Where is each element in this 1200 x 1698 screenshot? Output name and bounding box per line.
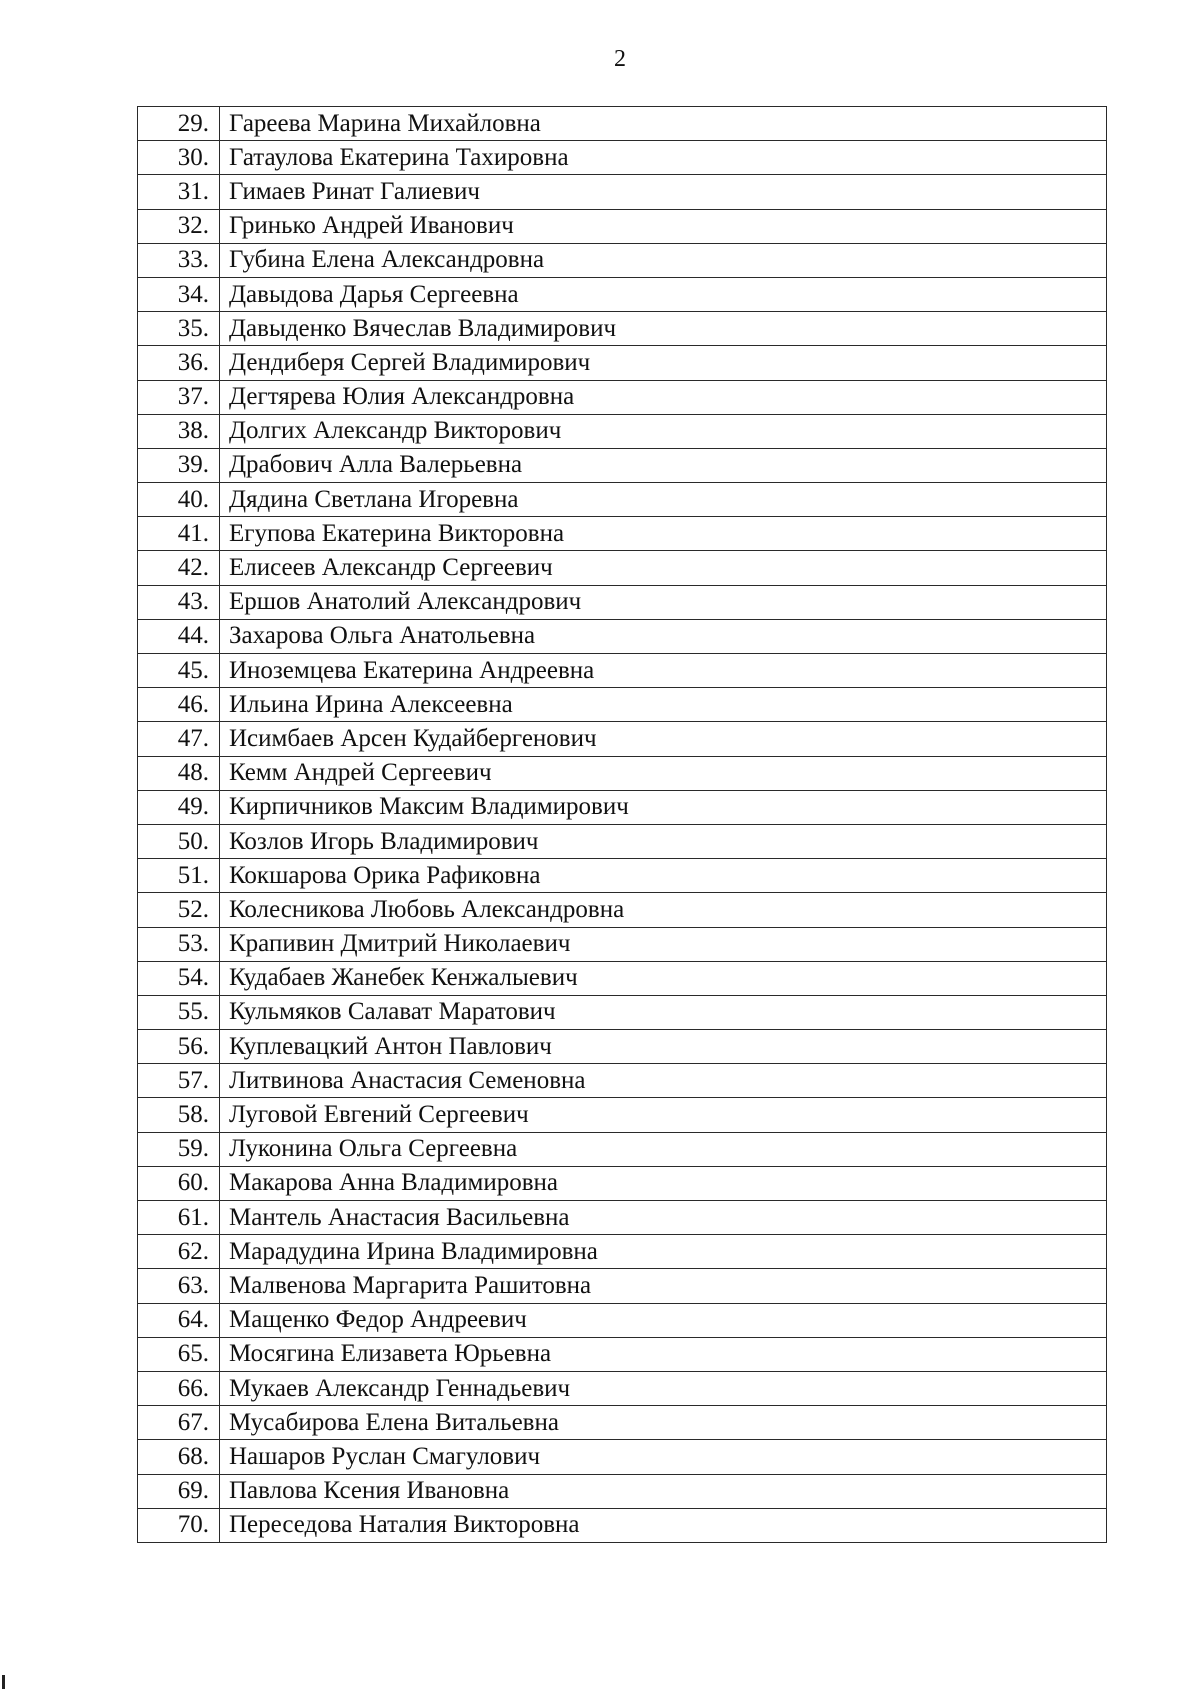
row-number: 67. (138, 1406, 220, 1440)
row-number: 55. (138, 995, 220, 1029)
table-row (138, 209, 1107, 243)
table-row (138, 517, 1107, 551)
row-number: 54. (138, 961, 220, 995)
row-number: 60. (138, 1166, 220, 1200)
person-name: Егупова Екатерина Викторовна (220, 517, 1107, 551)
row-number: 63. (138, 1269, 220, 1303)
person-name: Елисеев Александр Сергеевич (220, 551, 1107, 585)
person-name: Малвенова Маргарита Рашитовна (220, 1269, 1107, 1303)
table-row (138, 1201, 1107, 1235)
person-name: Кирпичников Максим Владимирович (220, 790, 1107, 824)
table-row (138, 448, 1107, 482)
person-name: Гареева Марина Михайловна (220, 107, 1107, 141)
person-name: Кудабаев Жанебек Кенжалыевич (220, 961, 1107, 995)
row-number: 58. (138, 1098, 220, 1132)
person-name: Макарова Анна Владимировна (220, 1166, 1107, 1200)
row-number: 44. (138, 619, 220, 653)
person-name: Ершов Анатолий Александрович (220, 585, 1107, 619)
table-row (138, 1098, 1107, 1132)
row-number: 29. (138, 107, 220, 141)
person-name: Долгих Александр Викторович (220, 414, 1107, 448)
person-name: Ильина Ирина Алексеевна (220, 688, 1107, 722)
row-number: 53. (138, 927, 220, 961)
person-name: Захарова Ольга Анатольевна (220, 619, 1107, 653)
row-number: 70. (138, 1508, 220, 1542)
person-name: Драбович Алла Валерьевна (220, 448, 1107, 482)
person-name: Кульмяков Салават Маратович (220, 995, 1107, 1029)
row-number: 40. (138, 483, 220, 517)
person-name: Куплевацкий Антон Павлович (220, 1030, 1107, 1064)
table-row (138, 654, 1107, 688)
row-number: 59. (138, 1132, 220, 1166)
table-row (138, 107, 1107, 141)
table-row (138, 1030, 1107, 1064)
row-number: 46. (138, 688, 220, 722)
row-number: 39. (138, 448, 220, 482)
table-row (138, 1064, 1107, 1098)
person-name: Переседова Наталия Викторовна (220, 1508, 1107, 1542)
person-name: Козлов Игорь Владимирович (220, 824, 1107, 858)
person-name: Дядина Светлана Игоревна (220, 483, 1107, 517)
person-name: Кокшарова Орика Рафиковна (220, 859, 1107, 893)
person-name: Марадудина Ирина Владимировна (220, 1235, 1107, 1269)
person-name: Гимаев Ринат Галиевич (220, 175, 1107, 209)
row-number: 37. (138, 380, 220, 414)
person-name: Нашаров Руслан Смагулович (220, 1440, 1107, 1474)
table-row (138, 824, 1107, 858)
table-row (138, 1406, 1107, 1440)
row-number: 41. (138, 517, 220, 551)
row-number: 43. (138, 585, 220, 619)
row-number: 50. (138, 824, 220, 858)
table-row (138, 1474, 1107, 1508)
row-number: 65. (138, 1337, 220, 1371)
person-name: Луговой Евгений Сергеевич (220, 1098, 1107, 1132)
row-number: 45. (138, 654, 220, 688)
table-row (138, 790, 1107, 824)
name-list-body (138, 107, 1107, 1543)
row-number: 30. (138, 141, 220, 175)
row-number: 35. (138, 312, 220, 346)
table-row (138, 346, 1107, 380)
table-row (138, 414, 1107, 448)
table-row (138, 859, 1107, 893)
person-name: Давыденко Вячеслав Владимирович (220, 312, 1107, 346)
table-row (138, 961, 1107, 995)
row-number: 42. (138, 551, 220, 585)
table-row (138, 1337, 1107, 1371)
table-row (138, 995, 1107, 1029)
row-number: 66. (138, 1371, 220, 1405)
table-row (138, 722, 1107, 756)
person-name: Колесникова Любовь Александровна (220, 893, 1107, 927)
person-name: Мантель Анастасия Васильевна (220, 1201, 1107, 1235)
person-name: Губина Елена Александровна (220, 243, 1107, 277)
table-row (138, 380, 1107, 414)
table-row (138, 175, 1107, 209)
table-row (138, 1303, 1107, 1337)
row-number: 64. (138, 1303, 220, 1337)
person-name: Мащенко Федор Андреевич (220, 1303, 1107, 1337)
table-row (138, 893, 1107, 927)
row-number: 36. (138, 346, 220, 380)
row-number: 61. (138, 1201, 220, 1235)
person-name: Мусабирова Елена Витальевна (220, 1406, 1107, 1440)
row-number: 38. (138, 414, 220, 448)
person-name: Гатаулова Екатерина Тахировна (220, 141, 1107, 175)
table-row (138, 551, 1107, 585)
table-row (138, 1508, 1107, 1542)
table-row (138, 619, 1107, 653)
name-list-table (137, 106, 1107, 1543)
table-row (138, 312, 1107, 346)
person-name: Дендиберя Сергей Владимирович (220, 346, 1107, 380)
person-name: Мосягина Елизавета Юрьевна (220, 1337, 1107, 1371)
table-row (138, 141, 1107, 175)
row-number: 32. (138, 209, 220, 243)
person-name: Крапивин Дмитрий Николаевич (220, 927, 1107, 961)
table-row (138, 243, 1107, 277)
row-number: 47. (138, 722, 220, 756)
table-row (138, 1166, 1107, 1200)
table-row (138, 1269, 1107, 1303)
table-row (138, 1235, 1107, 1269)
person-name: Давыдова Дарья Сергеевна (220, 277, 1107, 311)
table-row (138, 1132, 1107, 1166)
table-row (138, 1371, 1107, 1405)
person-name: Дегтярева Юлия Александровна (220, 380, 1107, 414)
person-name: Гринько Андрей Иванович (220, 209, 1107, 243)
row-number: 62. (138, 1235, 220, 1269)
row-number: 31. (138, 175, 220, 209)
table-row (138, 927, 1107, 961)
table-row (138, 585, 1107, 619)
page-number: 2 (614, 46, 626, 72)
row-number: 48. (138, 756, 220, 790)
table-row (138, 688, 1107, 722)
person-name: Иноземцева Екатерина Андреевна (220, 654, 1107, 688)
person-name: Мукаев Александр Геннадьевич (220, 1371, 1107, 1405)
person-name: Исимбаев Арсен Кудайбергенович (220, 722, 1107, 756)
person-name: Павлова Ксения Ивановна (220, 1474, 1107, 1508)
row-number: 51. (138, 859, 220, 893)
table-row (138, 756, 1107, 790)
row-number: 49. (138, 790, 220, 824)
table-row (138, 277, 1107, 311)
row-number: 57. (138, 1064, 220, 1098)
row-number: 68. (138, 1440, 220, 1474)
scan-margin-mark (2, 1675, 5, 1689)
row-number: 69. (138, 1474, 220, 1508)
table-row (138, 483, 1107, 517)
table-row (138, 1440, 1107, 1474)
person-name: Литвинова Анастасия Семеновна (220, 1064, 1107, 1098)
person-name: Луконина Ольга Сергеевна (220, 1132, 1107, 1166)
row-number: 34. (138, 277, 220, 311)
row-number: 52. (138, 893, 220, 927)
row-number: 56. (138, 1030, 220, 1064)
row-number: 33. (138, 243, 220, 277)
person-name: Кемм Андрей Сергеевич (220, 756, 1107, 790)
